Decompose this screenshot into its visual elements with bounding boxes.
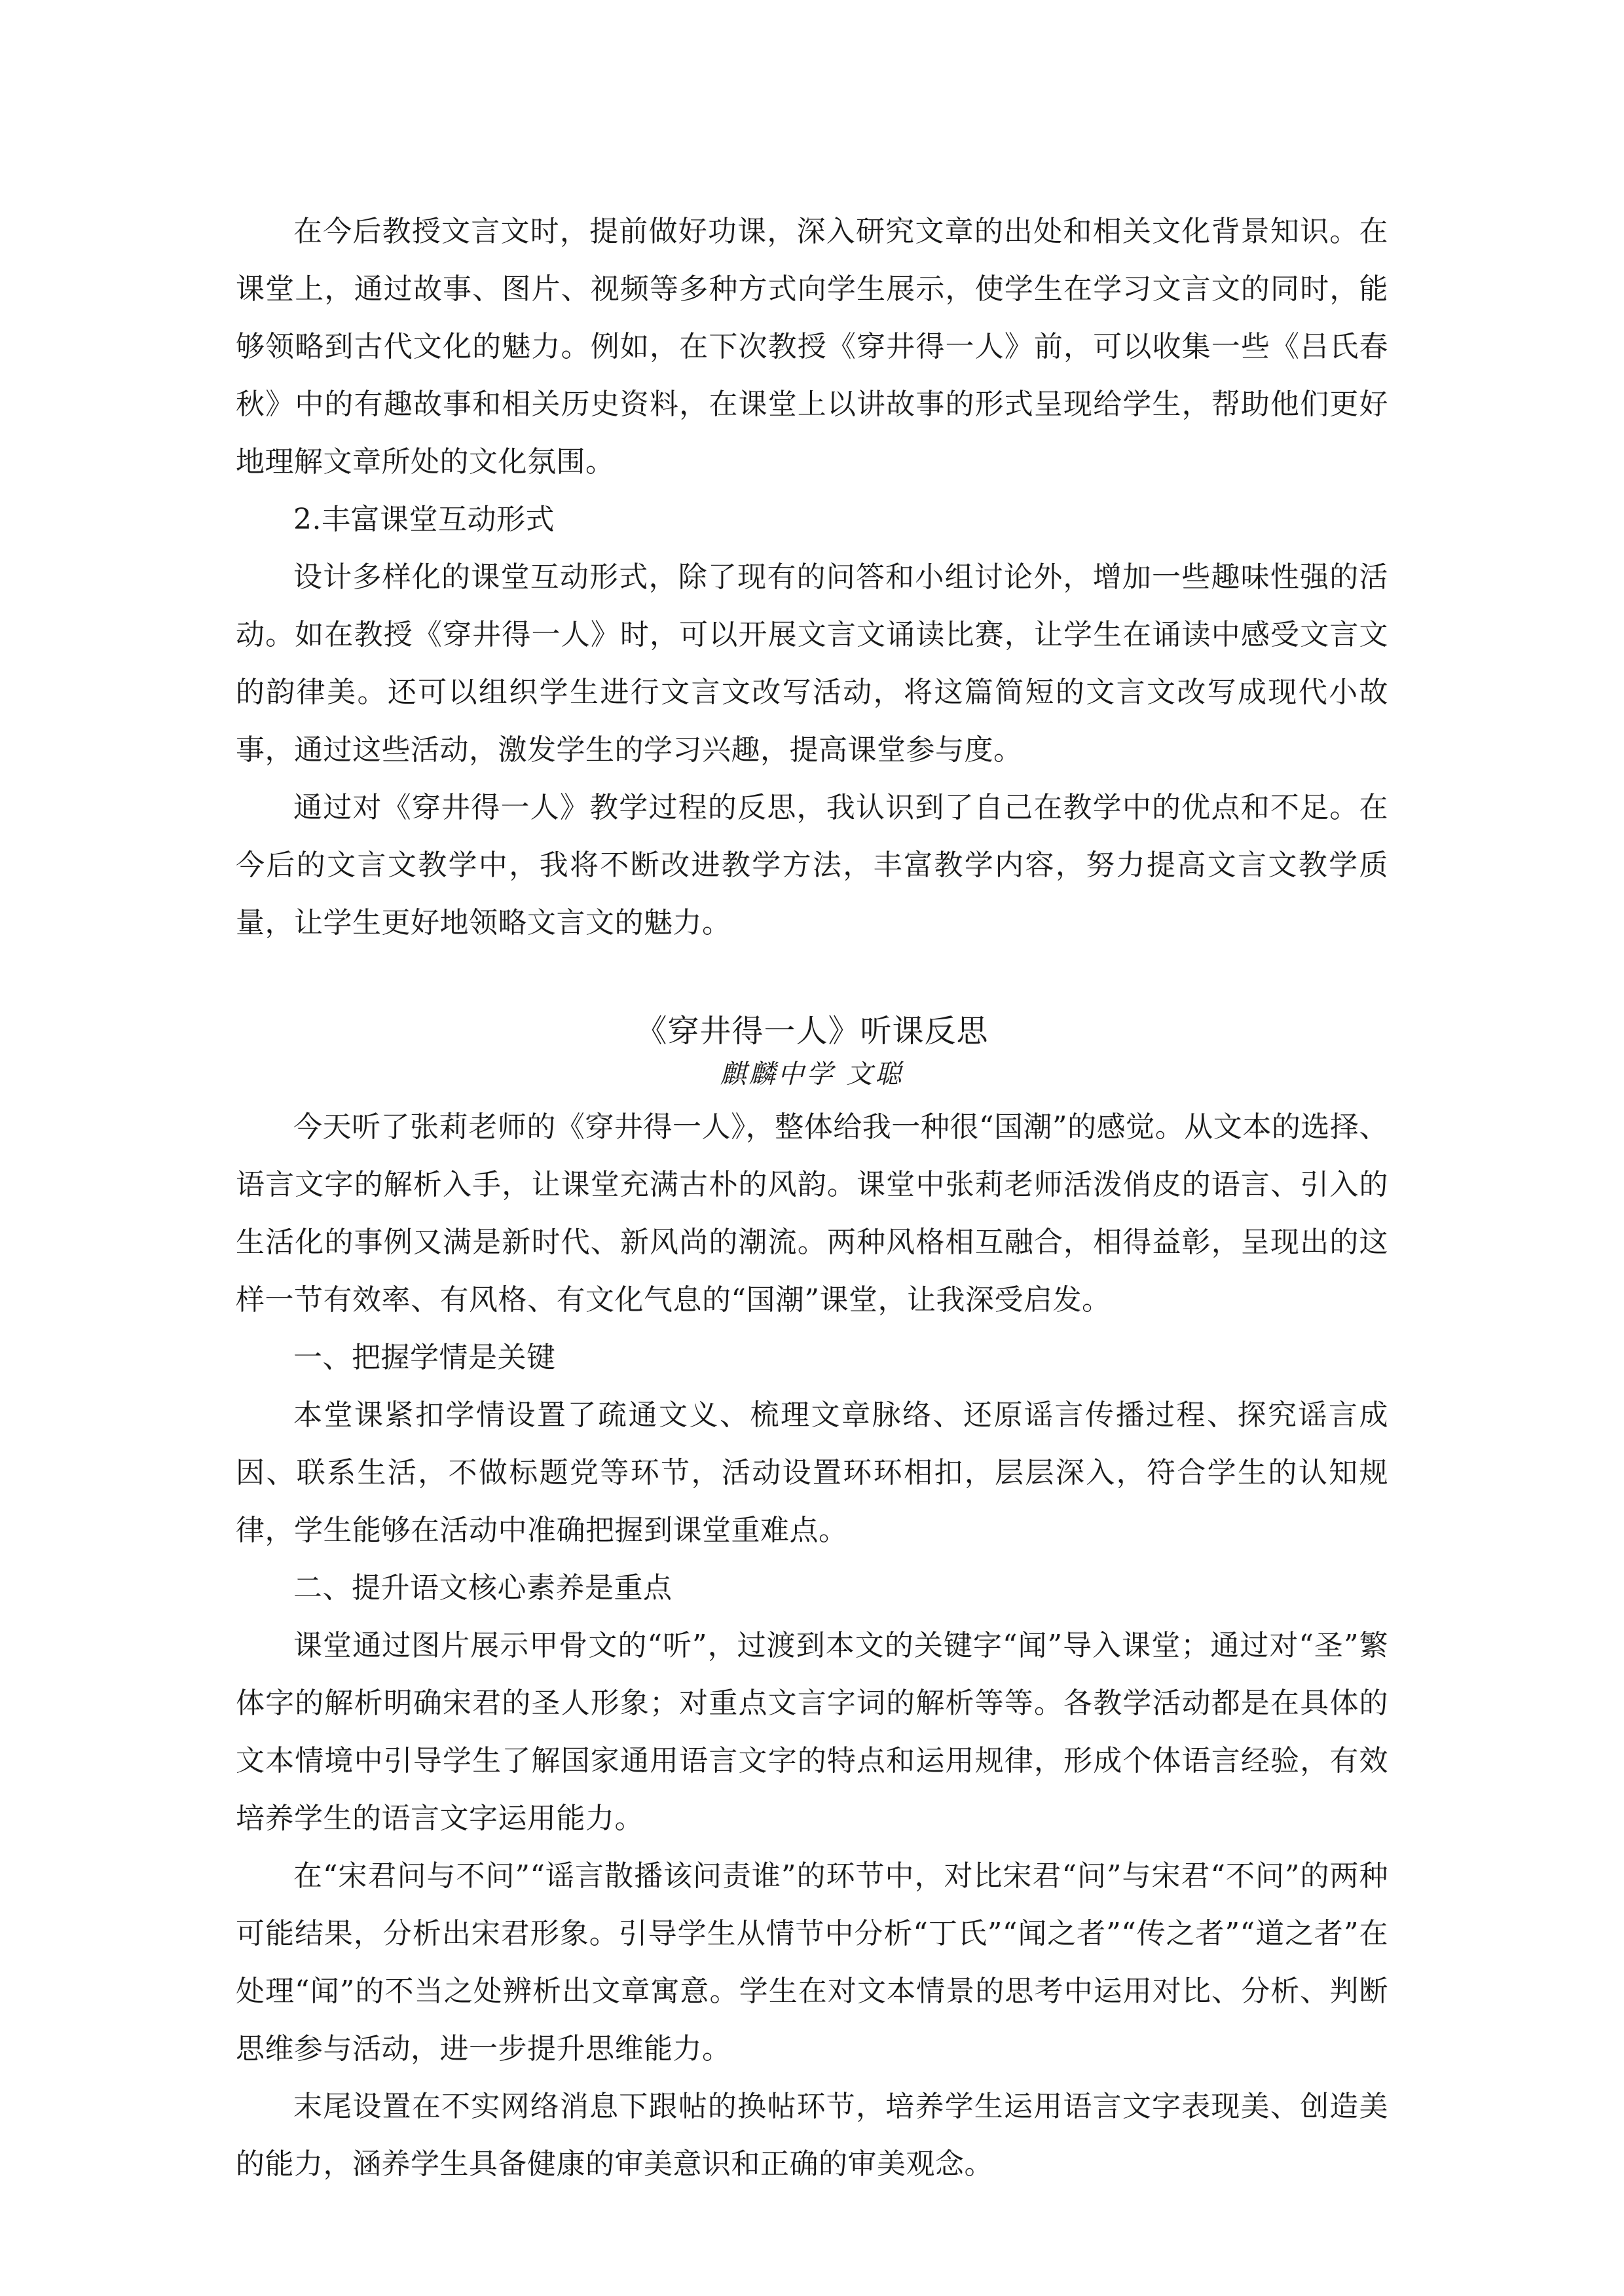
paragraph: 课堂通过图片展示甲骨文的“听”，过渡到本文的关键字“闻”导入课堂；通过对“圣”繁体字的解析明确宋君的圣人形象；对重点文言字词的解析等等。各教学活动都是在具体的文本情境中引导学生了解国家通用语言文字的特点和运用规律，形成个体语言经验，有效培养学生的语言文字运用能力。: [236, 1629, 1388, 1835]
article-byline: 麒麟中学 文聪: [720, 1059, 904, 1089]
section-heading: 一、把握学情是关键: [293, 1341, 556, 1374]
article-title: 《穿井得一人》听课反思: [635, 1013, 989, 1049]
section-heading: 2.丰富课堂互动形式: [293, 503, 555, 536]
paragraph: 通过对《穿井得一人》教学过程的反思，我认识到了自己在教学中的优点和不足。在今后的文言文教学中，我将不断改进教学方法，丰富教学内容，努力提高文言文教学质量，让学生更好地领略文言文的魅力。: [236, 791, 1388, 939]
page-content: [236, 203, 1388, 2193]
section-heading: 二、提升语文核心素养是重点: [293, 1571, 673, 1605]
paragraph: 在今后教授文言文时，提前做好功课，深入研究文章的出处和相关文化背景知识。在课堂上，通过故事、图片、视频等多种方式向学生展示，使学生在学习文言文的同时，能够领略到古代文化的魅力。例如，在下次教授《穿井得一人》前，可以收集一些《吕氏春秋》中的有趣故事和相关历史资料，在课堂上以讲故事的形式呈现给学生，帮助他们更好地理解文章所处的文化氛围。: [236, 215, 1388, 479]
paragraph: 在“宋君问与不问”“谣言散播该问责谁”的环节中，对比宋君“问”与宋君“不问”的两种可能结果，分析出宋君形象。引导学生从情节中分析“丁氏”“闻之者”“传之者”“道之者”在处理“闻”的不当之处辨析出文章寓意。学生在对文本情景的思考中运用对比、分析、判断思维参与活动，进一步提升思维能力。: [236, 1859, 1388, 2066]
paragraph: 本堂课紧扣学情设置了疏通文义、梳理文章脉络、还原谣言传播过程、探究谣言成因、联系生活，不做标题党等环节，活动设置环环相扣，层层深入，符合学生的认知规律，学生能够在活动中准确把握到课堂重难点。: [236, 1398, 1388, 1547]
paragraph: 今天听了张莉老师的《穿井得一人》，整体给我一种很“国潮”的感觉。从文本的选择、语言文字的解析入手，让课堂充满古朴的风韵。课堂中张莉老师活泼俏皮的语言、引入的生活化的事例又满是新时代、新风尚的潮流。两种风格相互融合，相得益彰，呈现出的这样一节有效率、有风格、有文化气息的“国潮”课堂，让我深受启发。: [236, 1110, 1388, 1317]
paragraph: 末尾设置在不实网络消息下跟帖的换帖环节，培养学生运用语言文字表现美、创造美的能力，涵养学生具备健康的审美意识和正确的审美观念。: [236, 2090, 1388, 2181]
paragraph: 设计多样化的课堂互动形式，除了现有的问答和小组讨论外，增加一些趣味性强的活动。如在教授《穿井得一人》时，可以开展文言文诵读比赛，让学生在诵读中感受文言文的韵律美。还可以组织学生进行文言文改写活动，将这篇简短的文言文改写成现代小故事，通过这些活动，激发学生的学习兴趣，提高课堂参与度。: [236, 560, 1388, 767]
